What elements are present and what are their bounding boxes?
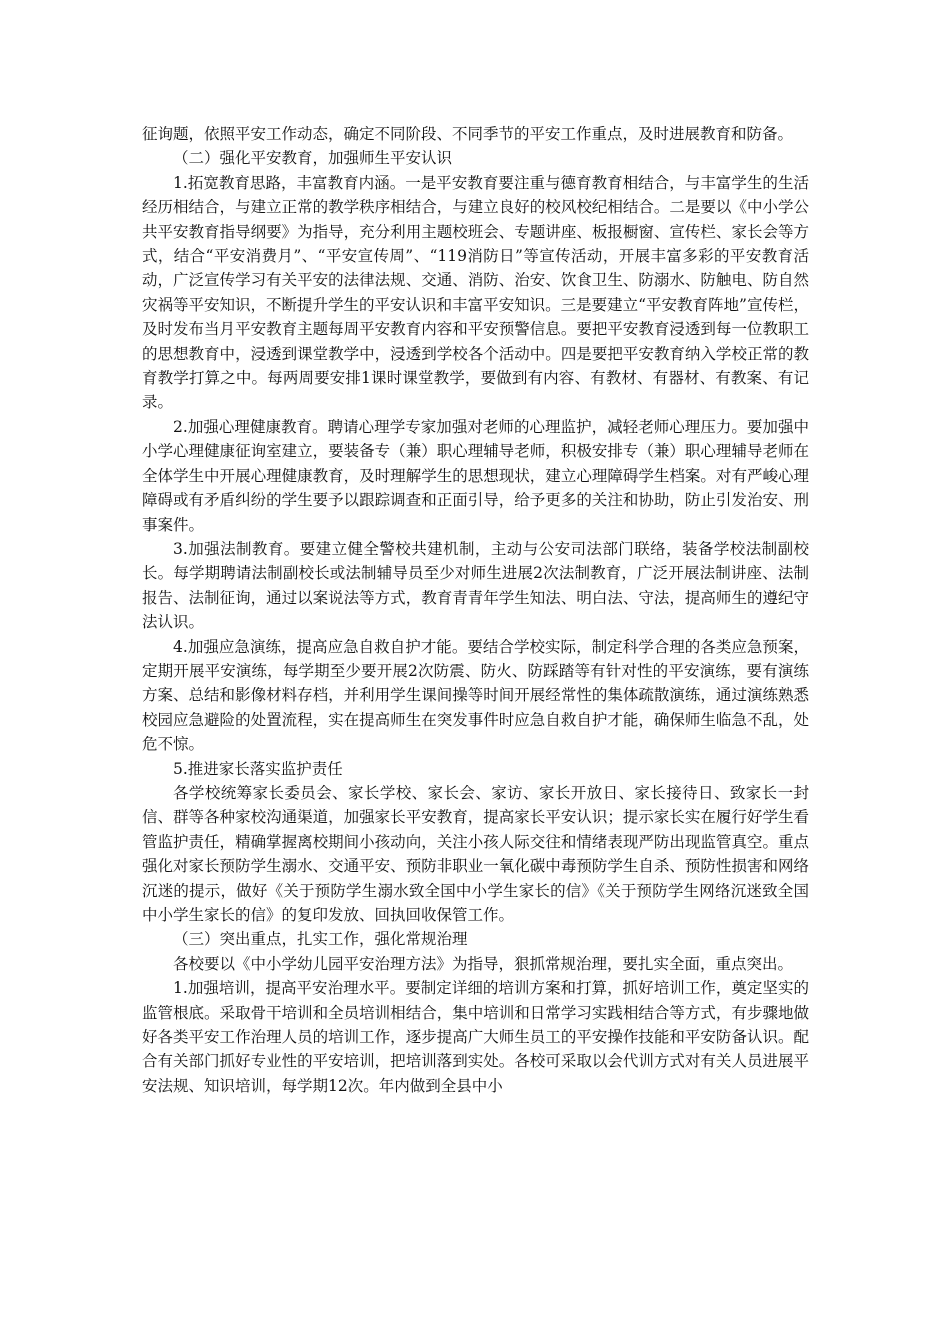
section-heading-2: （二）强化平安教育，加强师生平安认识 (173, 149, 453, 168)
document-body (142, 122, 809, 1098)
paragraph-parent-communication: 各学校统筹家长委员会、家长学校、家长会、家访、家长开放日、家长接待日、致家长一封信、群等各种家校沟通渠道，加强家长平安教育，提高家长平安认识；提示家长实在履行好学生看管监护责任，精确掌握离校期间小孩动向，关注小孩人际交往和情绪表现严防出现监管真空。重点强化对家长预防学生溺水、交通平安、预防非职业一氧化碳中毒预防学生自杀、预防性损害和网络沉迷的提示，做好《关于预防学生溺水致全国中小学生家长的信》《关于预防学生网络沉迷致全国中小学生家长的信》的复印发放、回执回收保管工作。 (142, 783, 809, 924)
paragraph-legal-education: 3.加强法制教育。要建立健全警校共建机制，主动与公安司法部门联络，装备学校法制副校长。每学期聘请法制副校长或法制辅导员至少对师生进展2次法制教育，广泛开展法制讲座、法制报告、法制征询，通过以案说法等方式，教育青青年学生知法、明白法、守法，提高师生的遵纪守法认识。 (142, 539, 809, 632)
paragraph-emergency-drill: 4.加强应急演练，提高应急自救自护才能。要结合学校实际，制定科学合理的各类应急预案，定期开展平安演练，每学期至少要开展2次防震、防火、防踩踏等有针对性的平安演练，要有演练方案、总结和影像材料存档，并利用学生课间操等时间开展经常性的集体疏散演练，通过演练熟悉校园应急避险的处置流程，实在提高师生在突发事件时应急自救自护才能，确保师生临急不乱，处危不惊。 (142, 637, 809, 754)
paragraph-continued: 征询题，依照平安工作动态，确定不同阶段、不同季节的平安工作重点，及时进展教育和防备。 (142, 125, 794, 143)
subheading-parent-responsibility: 5.推进家长落实监护责任 (173, 759, 343, 778)
section-heading-3: （三）突出重点，扎实工作，强化常规治理 (173, 930, 468, 949)
paragraph-training: 1.加强培训，提高平安治理水平。要制定详细的培训方案和打算，抓好培训工作，奠定坚实的监管根底。采取骨干培训和全员培训相结合，集中培训和日常学习实践相结合等方式，有步骤地做好各类平安工作治理人员的培训工作，逐步提高广大师生员工的平安操作技能和平安防备认识。配合有关部门抓好专业性的平安培训，把培训落到实处。各校可采取以会代训方式对有关人员进展平安法规、知识培训，每学期12次。年内做到全县中小 (142, 979, 809, 1095)
paragraph-education-ideas: 1.拓宽教育思路，丰富教育内涵。一是平安教育要注重与德育教育相结合，与丰富学生的生活经历相结合，与建立正常的教学秩序相结合，与建立良好的校风校纪相结合。二是要以《中小学公共平安教育指导纲要》为指导，充分利用主题校班会、专题讲座、板报橱窗、宣传栏、家长会等方式，结合“平安消费月”、“平安宣传周”、“119消防日”等宣传活动，开展丰富多彩的平安教育活动，广泛宣传学习有关平安的法律法规、交通、消防、治安、饮食卫生、防溺水、防触电、防自然灾祸等平安知识，不断提升学生的平安认识和丰富平安知识。三是要建立“平安教育阵地”宣传栏，及时发布当月平安教育主题每周平安教育内容和平安预警信息。要把平安教育浸透到每一位教职工的思想教育中，浸透到课堂教学中，浸透到学校各个活动中。四是要把平安教育纳入学校正常的教育教学打算之中。每两周要安排1课时课堂教学，要做到有内容、有教材、有器材、有教案、有记录。 (142, 173, 809, 412)
paragraph-mental-health: 2.加强心理健康教育。聘请心理学专家加强对老师的心理监护，减轻老师心理压力。要加强中小学心理健康征询室建立，要装备专（兼）职心理辅导老师，积极安排专（兼）职心理辅导老师在全体学生中开展心理健康教育，及时理解学生的思想现状，建立心理障碍学生档案。对有严峻心理障碍或有矛盾纠纷的学生要予以跟踪调查和正面引导，给予更多的关注和协助，防止引发治安、刑事案件。 (142, 417, 809, 534)
paragraph-routine-management: 各校要以《中小学幼儿园平安治理方法》为指导，狠抓常规治理，要扎实全面，重点突出。 (173, 954, 794, 973)
